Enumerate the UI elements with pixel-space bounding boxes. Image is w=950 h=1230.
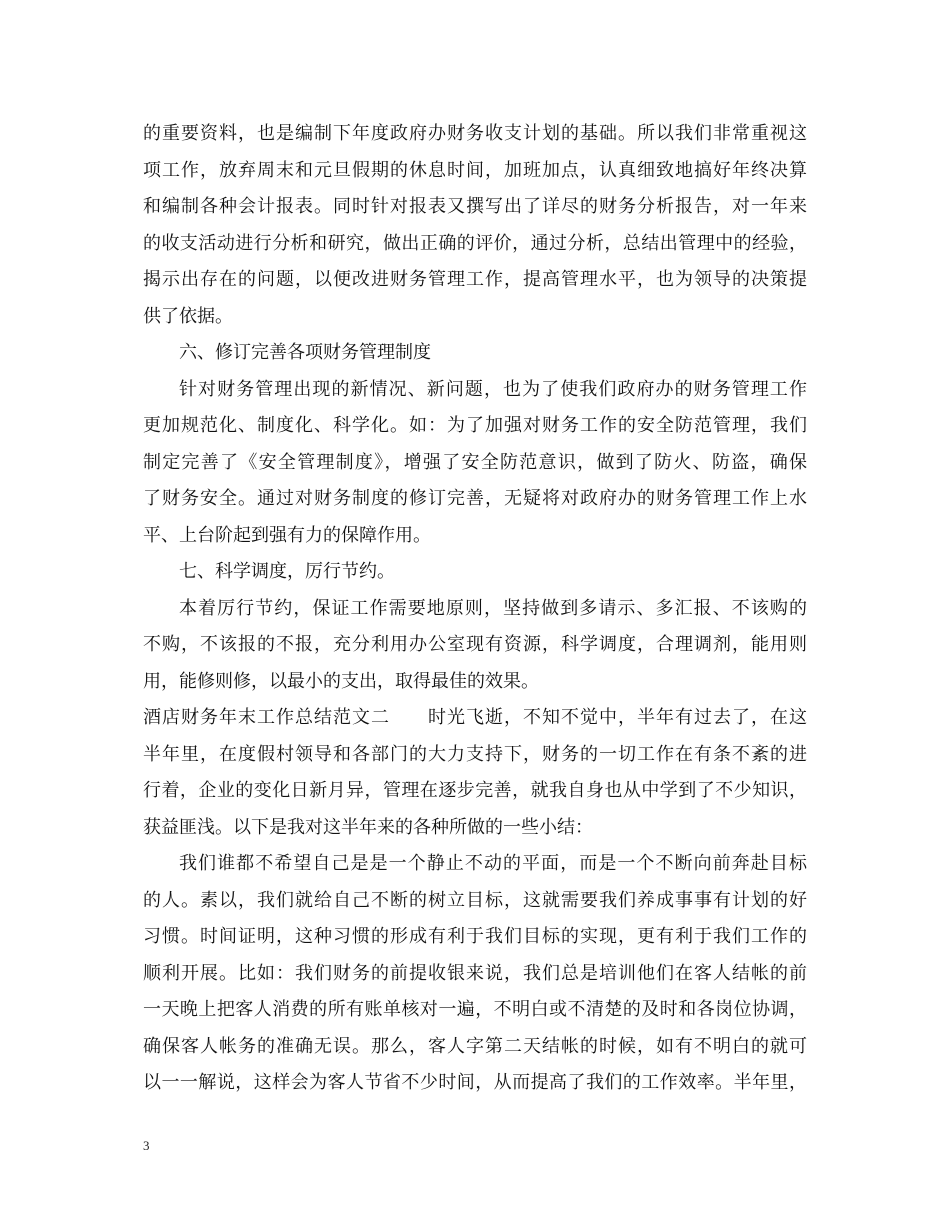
text-line: 了财务安全。通过对财务制度的修订完善，无疑将对政府办的财务管理工作上水 <box>143 488 807 509</box>
section-heading: 六、修订完善各项财务管理制度 <box>179 342 431 363</box>
text-line: 本着厉行节约，保证工作需要地原则，坚持做到多请示、多汇报、不该购的 <box>179 597 807 619</box>
text-line: 的人。素以，我们就给自己不断的树立目标，这就需要我们养成事事有计划的好 <box>143 889 807 911</box>
text-line: 不购，不该报的不报，充分利用办公室现有资源，科学调度，合理调剂，能用则 <box>143 634 807 655</box>
text-line: 更加规范化、制度化、科学化。如：为了加强对财务工作的安全防范管理，我们 <box>143 415 807 436</box>
text-line: 制定完善了《安全管理制度》，增强了安全防范意识，做到了防火、防盗，确保 <box>143 451 807 473</box>
text-line: 确保客人帐务的准确无误。那么，客人字第二天结帐的时候，如有不明白的就可 <box>143 1035 807 1057</box>
text-line: 以一一解说，这样会为客人节省不少时间，从而提高了我们的工作效率。半年里， <box>143 1072 807 1093</box>
page-number: 3 <box>143 1138 150 1153</box>
text-line: 平、上台阶起到强有力的保障作用。 <box>143 524 431 546</box>
text-line: 习惯。时间证明，这种习惯的形成有利于我们目标的实现，更有利于我们工作的 <box>143 926 807 947</box>
document-body <box>143 116 807 1102</box>
text-line: 我们谁都不希望自己是是一个静止不动的平面，而是一个不断向前奔赴目标 <box>179 853 807 874</box>
text-line: 揭示出存在的问题，以便改进财务管理工作，提高管理水平，也为领导的决策提 <box>143 269 807 290</box>
text-line: 供了依据。 <box>143 305 233 327</box>
text-line: 和编制各种会计报表。同时针对报表又撰写出了详尽的财务分析报告，对一年来 <box>143 196 807 217</box>
text-line: 的收支活动进行分析和研究，做出正确的评价，通过分析，总结出管理中的经验， <box>143 232 807 254</box>
text-line: 的重要资料，也是编制下年度政府办财务收支计划的基础。所以我们非常重视这 <box>143 123 807 144</box>
text-line: 半年里，在度假村领导和各部门的大力支持下，财务的一切工作在有条不紊的进 <box>143 743 807 765</box>
section-heading: 七、科学调度，厉行节约。 <box>179 561 395 582</box>
text-line: 用，能修则修，以最小的支出，取得最佳的效果。 <box>143 670 539 692</box>
text-line: 酒店财务年末工作总结范文二 时光飞逝，不知不觉中，半年有过去了，在这 <box>143 707 807 728</box>
text-line: 行着，企业的变化日新月异，管理在逐步完善，就我自身也从中学到了不少知识， <box>143 780 807 801</box>
text-line: 项工作，放弃周末和元旦假期的休息时间，加班加点，认真细致地搞好年终决算 <box>143 159 807 181</box>
text-line: 一天晚上把客人消费的所有账单核对一遍，不明白或不清楚的及时和各岗位协调， <box>143 999 807 1020</box>
text-line: 获益匪浅。以下是我对这半年来的各种所做的一些小结： <box>143 816 593 838</box>
text-line: 针对财务管理出现的新情况、新问题，也为了使我们政府办的财务管理工作 <box>179 378 807 400</box>
text-line: 顺利开展。比如：我们财务的前提收银来说，我们总是培训他们在客人结帐的前 <box>143 962 807 984</box>
